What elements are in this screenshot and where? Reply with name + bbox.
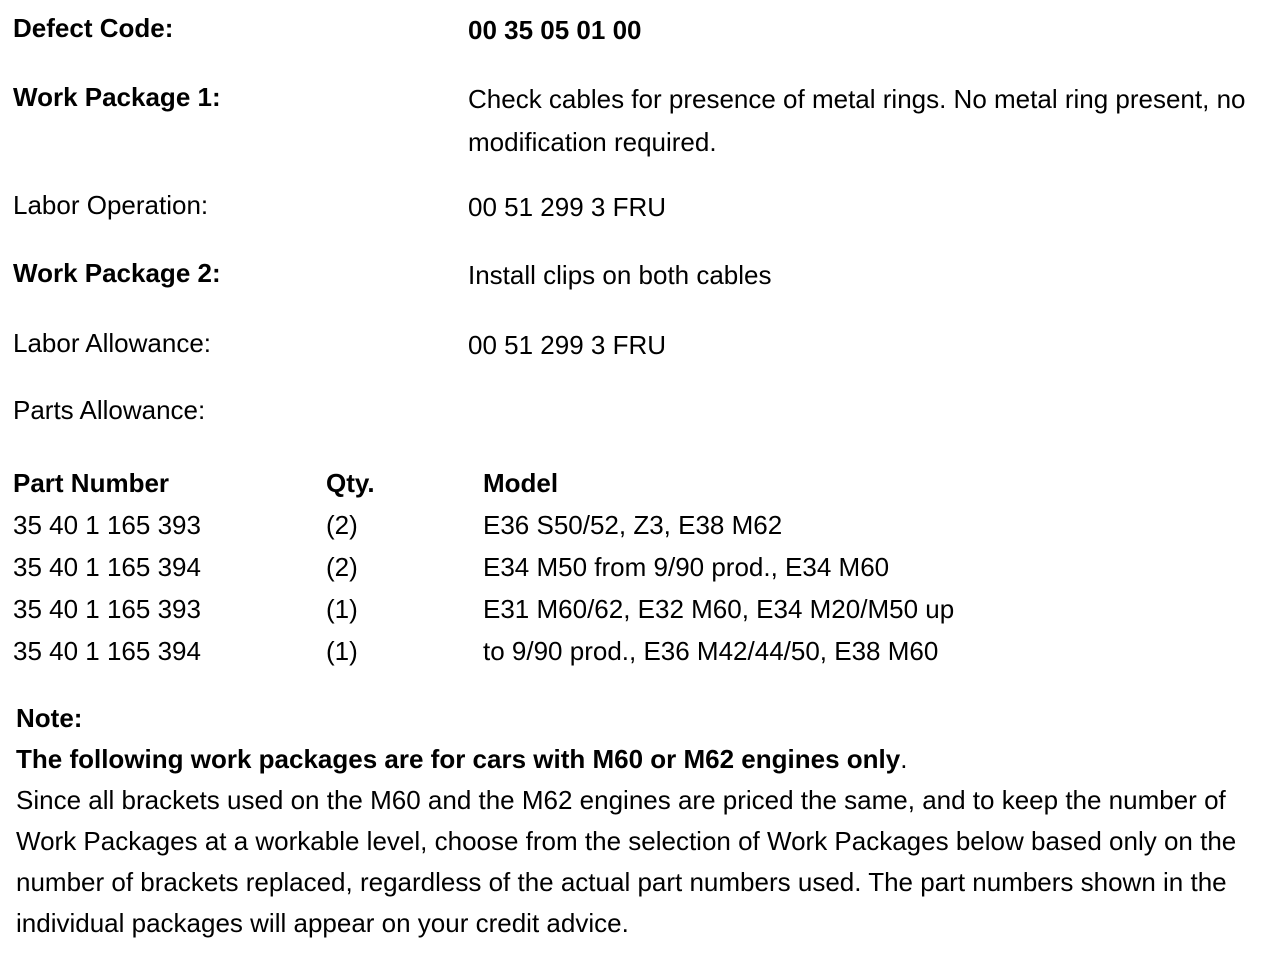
- header-model: Model: [483, 468, 559, 498]
- note-body: Since all brackets used on the M60 and the M62 engines are priced the same, and to keep the number of Work Packages at a workable level, choose from the selection of Work Packages below based only on the number of brackets replaced, regardless of the actual part numbers used. The part numbers shown in the individual packages will appear on your credit advice.: [16, 785, 1237, 938]
- labor-allowance-label: Labor Allowance:: [13, 328, 212, 358]
- defect-code-value: 00 35 05 01 00: [468, 15, 642, 45]
- part-number-cell: 35 40 1 165 393: [13, 594, 201, 624]
- part-number-cell: 35 40 1 165 394: [13, 552, 201, 582]
- parts-table: [13, 462, 1253, 672]
- model-cell: to 9/90 prod., E36 M42/44/50, E38 M60: [483, 636, 939, 666]
- table-row: [13, 546, 1253, 588]
- labor-allowance-value: 00 51 299 3 FRU: [468, 330, 667, 360]
- model-cell: E31 M60/62, E32 M60, E34 M20/M50 up: [483, 594, 955, 624]
- note-emphasis: The following work packages are for cars with M60 or M62 engines only: [16, 744, 901, 774]
- qty-cell: (1): [326, 594, 358, 624]
- header-part-number: Part Number: [13, 468, 170, 498]
- model-cell: E34 M50 from 9/90 prod., E34 M60: [483, 552, 890, 582]
- work-package-1-value: Check cables for presence of metal rings. No metal ring present, no modification required.: [468, 84, 1246, 157]
- work-package-2-label: Work Package 2:: [13, 258, 221, 288]
- labor-operation-value: 00 51 299 3 FRU: [468, 192, 667, 222]
- header-qty: Qty.: [326, 468, 375, 498]
- note-emphasis-end: .: [900, 744, 908, 774]
- qty-cell: (2): [326, 552, 358, 582]
- table-row: [13, 504, 1253, 546]
- part-number-cell: 35 40 1 165 393: [13, 510, 201, 540]
- parts-table-header: [13, 462, 1253, 504]
- qty-cell: (1): [326, 636, 358, 666]
- work-package-1-label: Work Package 1:: [13, 82, 221, 112]
- table-row: [13, 630, 1253, 672]
- defect-code-label: Defect Code:: [13, 13, 174, 43]
- model-cell: E36 S50/52, Z3, E38 M62: [483, 510, 783, 540]
- note-emphasis-line: [16, 739, 1246, 780]
- qty-cell: (2): [326, 510, 358, 540]
- part-number-cell: 35 40 1 165 394: [13, 636, 201, 666]
- labor-operation-label: Labor Operation:: [13, 190, 209, 220]
- note-heading: Note:: [16, 703, 83, 733]
- table-row: [13, 588, 1253, 630]
- parts-allowance-label: Parts Allowance:: [13, 395, 206, 425]
- work-package-2-value: Install clips on both cables: [468, 260, 772, 290]
- note-section: [16, 698, 1246, 944]
